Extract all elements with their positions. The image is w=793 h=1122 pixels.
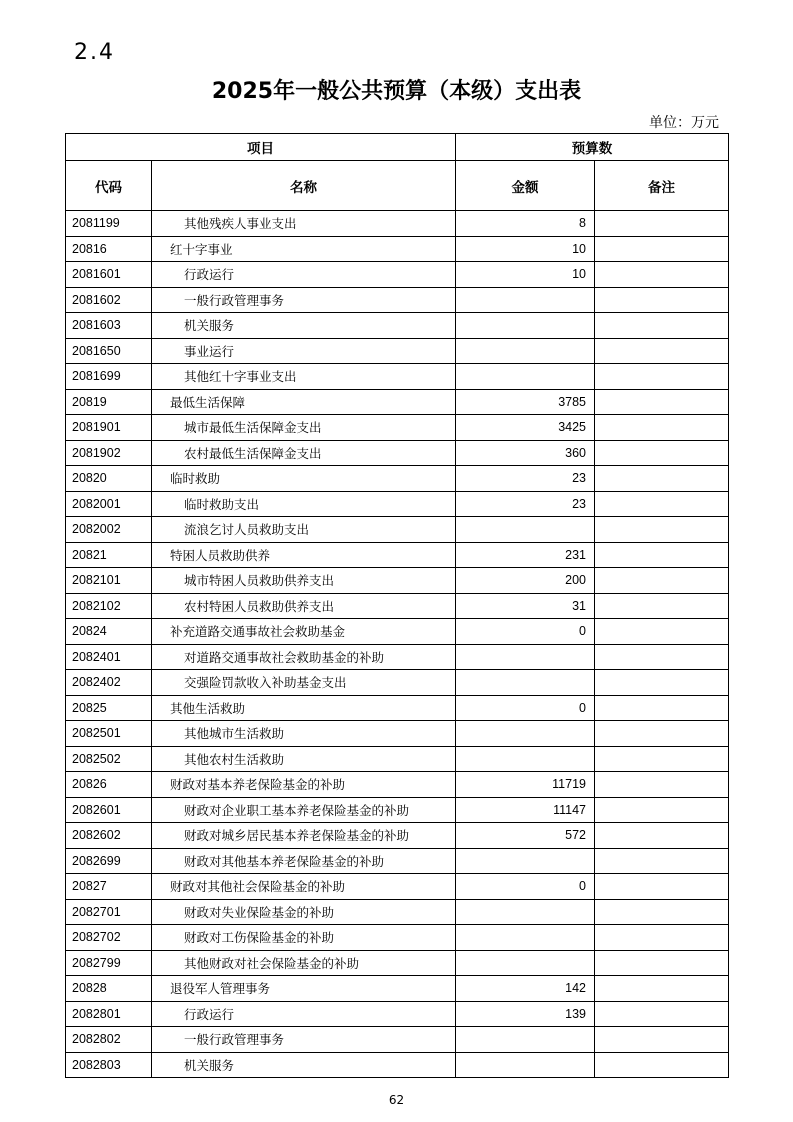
row-remark (595, 925, 729, 951)
header-code: 代码 (66, 161, 152, 211)
row-amount (456, 1027, 595, 1053)
row-code: 2081699 (66, 364, 152, 390)
row-code: 2082799 (66, 950, 152, 976)
row-code: 2082699 (66, 848, 152, 874)
header-amount: 金额 (456, 161, 595, 211)
row-remark (595, 950, 729, 976)
row-name: 临时救助 (152, 466, 456, 492)
header-item: 项目 (66, 134, 456, 161)
row-name: 财政对工伤保险基金的补助 (152, 925, 456, 951)
row-name: 一般行政管理事务 (152, 287, 456, 313)
row-remark (595, 1001, 729, 1027)
row-name: 财政对企业职工基本养老保险基金的补助 (152, 797, 456, 823)
row-code: 2082702 (66, 925, 152, 951)
table-row (66, 593, 729, 619)
row-name: 城市最低生活保障金支出 (152, 415, 456, 441)
row-amount: 23 (456, 491, 595, 517)
row-amount: 10 (456, 262, 595, 288)
row-code: 2082803 (66, 1052, 152, 1078)
page-number: 62 (388, 1093, 405, 1107)
row-remark (595, 644, 729, 670)
table-row (66, 874, 729, 900)
row-remark (595, 772, 729, 798)
table-row (66, 338, 729, 364)
row-amount: 0 (456, 695, 595, 721)
row-amount: 11147 (456, 797, 595, 823)
row-name: 财政对其他社会保险基金的补助 (152, 874, 456, 900)
table-body (66, 211, 729, 1078)
row-remark (595, 1052, 729, 1078)
row-amount: 31 (456, 593, 595, 619)
row-remark (595, 823, 729, 849)
table-row (66, 389, 729, 415)
budget-table (65, 133, 729, 1078)
row-amount (456, 517, 595, 543)
row-name: 事业运行 (152, 338, 456, 364)
row-name: 行政运行 (152, 262, 456, 288)
table-row (66, 262, 729, 288)
row-remark (595, 721, 729, 747)
table-row (66, 364, 729, 390)
header-remark: 备注 (595, 161, 729, 211)
row-name: 红十字事业 (152, 236, 456, 262)
row-amount (456, 899, 595, 925)
table-row (66, 1052, 729, 1078)
row-name: 一般行政管理事务 (152, 1027, 456, 1053)
row-remark (595, 211, 729, 237)
row-amount: 360 (456, 440, 595, 466)
row-code: 20826 (66, 772, 152, 798)
row-code: 20820 (66, 466, 152, 492)
row-name: 机关服务 (152, 313, 456, 339)
row-remark (595, 874, 729, 900)
table-row (66, 1001, 729, 1027)
row-amount (456, 1052, 595, 1078)
row-amount (456, 848, 595, 874)
row-remark (595, 236, 729, 262)
table-row (66, 466, 729, 492)
row-code: 2082502 (66, 746, 152, 772)
row-name: 补充道路交通事故社会救助基金 (152, 619, 456, 645)
table-row (66, 415, 729, 441)
row-remark (595, 542, 729, 568)
row-name: 农村特困人员救助供养支出 (152, 593, 456, 619)
row-remark (595, 670, 729, 696)
table-row (66, 925, 729, 951)
table-row (66, 619, 729, 645)
table-row (66, 721, 729, 747)
row-amount: 142 (456, 976, 595, 1002)
row-name: 农村最低生活保障金支出 (152, 440, 456, 466)
table-row (66, 746, 729, 772)
section-number: 2.4 (74, 40, 115, 65)
table-row (66, 287, 729, 313)
unit-label: 单位：万元 (649, 115, 719, 131)
row-amount: 3785 (456, 389, 595, 415)
table-row (66, 695, 729, 721)
row-code: 2082001 (66, 491, 152, 517)
row-name: 财政对基本养老保险基金的补助 (152, 772, 456, 798)
row-amount: 11719 (456, 772, 595, 798)
table-row (66, 491, 729, 517)
row-name: 财政对其他基本养老保险基金的补助 (152, 848, 456, 874)
row-amount (456, 950, 595, 976)
row-amount: 200 (456, 568, 595, 594)
table-row (66, 797, 729, 823)
row-amount: 231 (456, 542, 595, 568)
row-name: 城市特困人员救助供养支出 (152, 568, 456, 594)
table-row (66, 517, 729, 543)
row-remark (595, 262, 729, 288)
row-name: 特困人员救助供养 (152, 542, 456, 568)
page-title: 2025年一般公共预算（本级）支出表 (211, 79, 582, 104)
row-amount: 23 (456, 466, 595, 492)
row-code: 2081199 (66, 211, 152, 237)
row-remark (595, 287, 729, 313)
row-code: 20816 (66, 236, 152, 262)
header-budget: 预算数 (456, 134, 729, 161)
row-name: 其他残疾人事业支出 (152, 211, 456, 237)
row-code: 2081601 (66, 262, 152, 288)
row-remark (595, 619, 729, 645)
row-name: 其他红十字事业支出 (152, 364, 456, 390)
row-remark (595, 389, 729, 415)
row-amount: 139 (456, 1001, 595, 1027)
row-amount: 3425 (456, 415, 595, 441)
row-remark (595, 848, 729, 874)
row-remark (595, 593, 729, 619)
row-name: 行政运行 (152, 1001, 456, 1027)
row-name: 流浪乞讨人员救助支出 (152, 517, 456, 543)
row-amount: 572 (456, 823, 595, 849)
row-remark (595, 976, 729, 1002)
row-name: 最低生活保障 (152, 389, 456, 415)
row-code: 2082701 (66, 899, 152, 925)
row-amount (456, 721, 595, 747)
row-code: 2082401 (66, 644, 152, 670)
row-name: 退役军人管理事务 (152, 976, 456, 1002)
row-amount (456, 925, 595, 951)
row-remark (595, 1027, 729, 1053)
row-code: 2082601 (66, 797, 152, 823)
row-name: 机关服务 (152, 1052, 456, 1078)
row-code: 20819 (66, 389, 152, 415)
header-name: 名称 (152, 161, 456, 211)
row-remark (595, 440, 729, 466)
row-amount (456, 644, 595, 670)
table-row (66, 823, 729, 849)
table-row (66, 644, 729, 670)
table-row (66, 848, 729, 874)
row-remark (595, 338, 729, 364)
row-remark (595, 415, 729, 441)
row-amount (456, 287, 595, 313)
row-code: 20824 (66, 619, 152, 645)
row-code: 2081902 (66, 440, 152, 466)
row-name: 交强险罚款收入补助基金支出 (152, 670, 456, 696)
table-row (66, 211, 729, 237)
row-name: 其他生活救助 (152, 695, 456, 721)
row-name: 其他农村生活救助 (152, 746, 456, 772)
row-amount: 0 (456, 619, 595, 645)
row-amount (456, 364, 595, 390)
row-amount: 0 (456, 874, 595, 900)
row-amount (456, 746, 595, 772)
row-code: 2081901 (66, 415, 152, 441)
table-row (66, 236, 729, 262)
row-name: 财政对失业保险基金的补助 (152, 899, 456, 925)
row-remark (595, 364, 729, 390)
row-code: 2081650 (66, 338, 152, 364)
row-name: 其他城市生活救助 (152, 721, 456, 747)
table-row (66, 772, 729, 798)
row-amount (456, 313, 595, 339)
row-amount: 10 (456, 236, 595, 262)
row-amount (456, 670, 595, 696)
row-code: 20827 (66, 874, 152, 900)
row-code: 2081603 (66, 313, 152, 339)
table-row (66, 899, 729, 925)
row-amount (456, 338, 595, 364)
row-name: 临时救助支出 (152, 491, 456, 517)
table-row (66, 313, 729, 339)
table-row (66, 1027, 729, 1053)
row-code: 2082402 (66, 670, 152, 696)
row-amount: 8 (456, 211, 595, 237)
table-row (66, 440, 729, 466)
row-code: 20828 (66, 976, 152, 1002)
row-code: 2081602 (66, 287, 152, 313)
row-remark (595, 517, 729, 543)
row-code: 20825 (66, 695, 152, 721)
row-code: 2082801 (66, 1001, 152, 1027)
row-remark (595, 466, 729, 492)
table-row (66, 670, 729, 696)
row-name: 财政对城乡居民基本养老保险基金的补助 (152, 823, 456, 849)
row-code: 2082102 (66, 593, 152, 619)
row-code: 20821 (66, 542, 152, 568)
table-row (66, 568, 729, 594)
table-row (66, 950, 729, 976)
row-code: 2082602 (66, 823, 152, 849)
row-code: 2082802 (66, 1027, 152, 1053)
table-row (66, 542, 729, 568)
row-remark (595, 695, 729, 721)
row-remark (595, 568, 729, 594)
row-name: 其他财政对社会保险基金的补助 (152, 950, 456, 976)
row-remark (595, 313, 729, 339)
row-name: 对道路交通事故社会救助基金的补助 (152, 644, 456, 670)
row-code: 2082002 (66, 517, 152, 543)
row-remark (595, 746, 729, 772)
table-row (66, 976, 729, 1002)
row-code: 2082101 (66, 568, 152, 594)
row-code: 2082501 (66, 721, 152, 747)
row-remark (595, 491, 729, 517)
row-remark (595, 899, 729, 925)
row-remark (595, 797, 729, 823)
